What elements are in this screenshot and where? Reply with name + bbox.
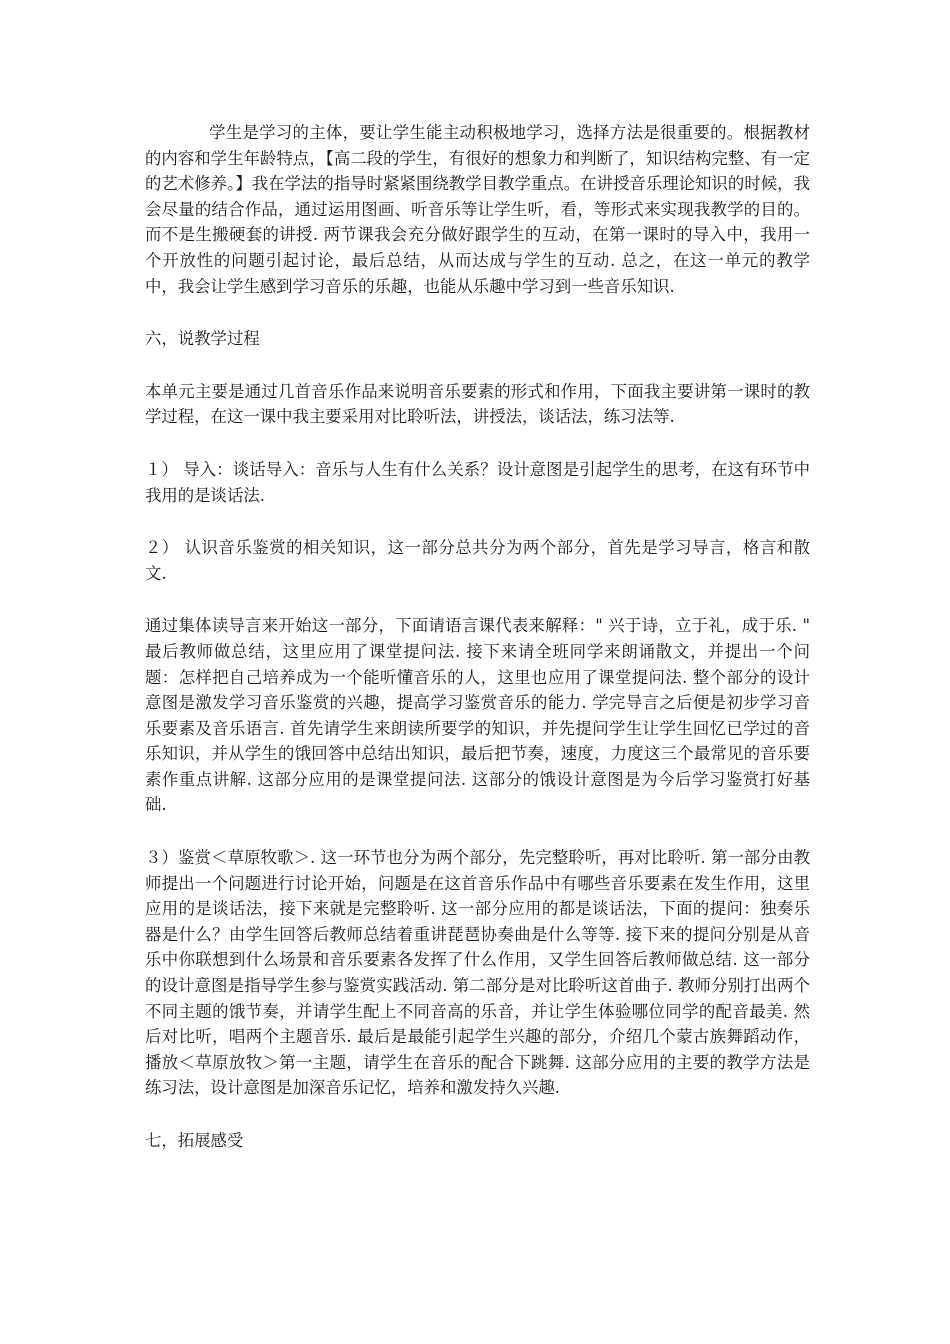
paragraph-step-1-introduction: １） 导入：谈话导入：音乐与人生有什么关系？设计意图是引起学生的思考，在这有环节中我用的是谈话法. <box>145 459 810 505</box>
paragraph-learning-methods: 学生是学习的主体，要让学生能主动积极地学习，选择方法是很重要的。根据教材的内容和学生年龄特点，【高二段的学生，有很好的想象力和判断了，知识结构完整、有一定的艺术修养。】我在学法的指导时紧紧围绕教学目教学重点。在讲授音乐理论知识的时候，我会尽量的结合作品，通过运用图画、听音乐等让学生听，看，等形式来实现我教学的目的。而不是生搬硬套的讲授. 两节课我会充分做好跟学生的互动，在第一课时的导入中，我用一个开放性的问题引起讨论，最后总结，从而达成与学生的互动. 总之，在这一单元的教学中，我会让学生感到学习音乐的乐趣，也能从乐趣中学习到一些音乐知识. <box>145 123 810 296</box>
paragraph-reading-introduction: 通过集体读导言来开始这一部分，下面请语言课代表来解释：" 兴于诗，立于礼，成于乐. " 最后教师做总结，这里应用了课堂提问法. 接下来请全班同学来朗诵散文，并提出一个问题：怎样把自己培养成为一个能听懂音乐的人，这里也应用了课堂提问法. 整个部分的设计意图是激发学习音乐鉴赏的兴趣，提高学习鉴赏音乐的能力. 学完导言之后便是初步学习音乐要素及音乐语言. 首先请学生来朗读所要学的知识，并先提问学生让学生回忆已学过的音乐知识，并从学生的饿回答中总结出知识，最后把节奏，速度，力度这三个最常见的音乐要素作重点讲解. 这部分应用的是课堂提问法. 这部分的饿设计意图是为今后学习鉴赏打好基础. <box>145 616 810 815</box>
document-body <box>145 120 810 1181</box>
section-heading-teaching-process: 六，说教学过程 <box>145 329 260 349</box>
paragraph-step-3-appreciation: ３）鉴赏＜草原牧歌＞. 这一环节也分为两个部分，先完整聆听，再对比聆听. 第一部分由教师提出一个问题进行讨论开始，问题是在这首音乐作品中有哪些音乐要素在发生作用，这里应用的是谈话法，接下来就是完整聆听. 这一部分应用的都是谈话法，下面的提问：独奏乐器是什么？由学生回答后教师总结着重讲琵琶协奏曲是什么等等. 接下来的提问分别是从音乐中你联想到什么场景和音乐要素各发挥了什么作用，又学生回答后教师做总结. 这一部分的设计意图是指导学生参与鉴赏实践活动. 第二部分是对比聆听这首曲子. 教师分别打出两个不同主题的饿节奏，并请学生配上不同音高的乐音，并让学生体验哪位同学的配音最美. 然后对比听，唱两个主题音乐. 最后是最能引起学生兴趣的部分，介绍几个蒙古族舞蹈动作，播放＜草原放牧＞第一主题，请学生在音乐的配合下跳舞. 这部分应用的主要的教学方法是练习法，设计意图是加深音乐记忆，培养和激发持久兴趣. <box>145 848 810 1098</box>
section-heading-extension: 七，拓展感受 <box>145 1131 244 1150</box>
paragraph-step-2-knowledge: ２） 认识音乐鉴赏的相关知识，这一部分总共分为两个部分，首先是学习导言，格言和散文. <box>145 538 810 583</box>
paragraph-unit-overview: 本单元主要是通过几首音乐作品来说明音乐要素的形式和作用，下面我主要讲第一课时的教学过程，在这一课中我主要采用对比聆听法，讲授法，谈话法，练习法等. <box>145 381 810 427</box>
